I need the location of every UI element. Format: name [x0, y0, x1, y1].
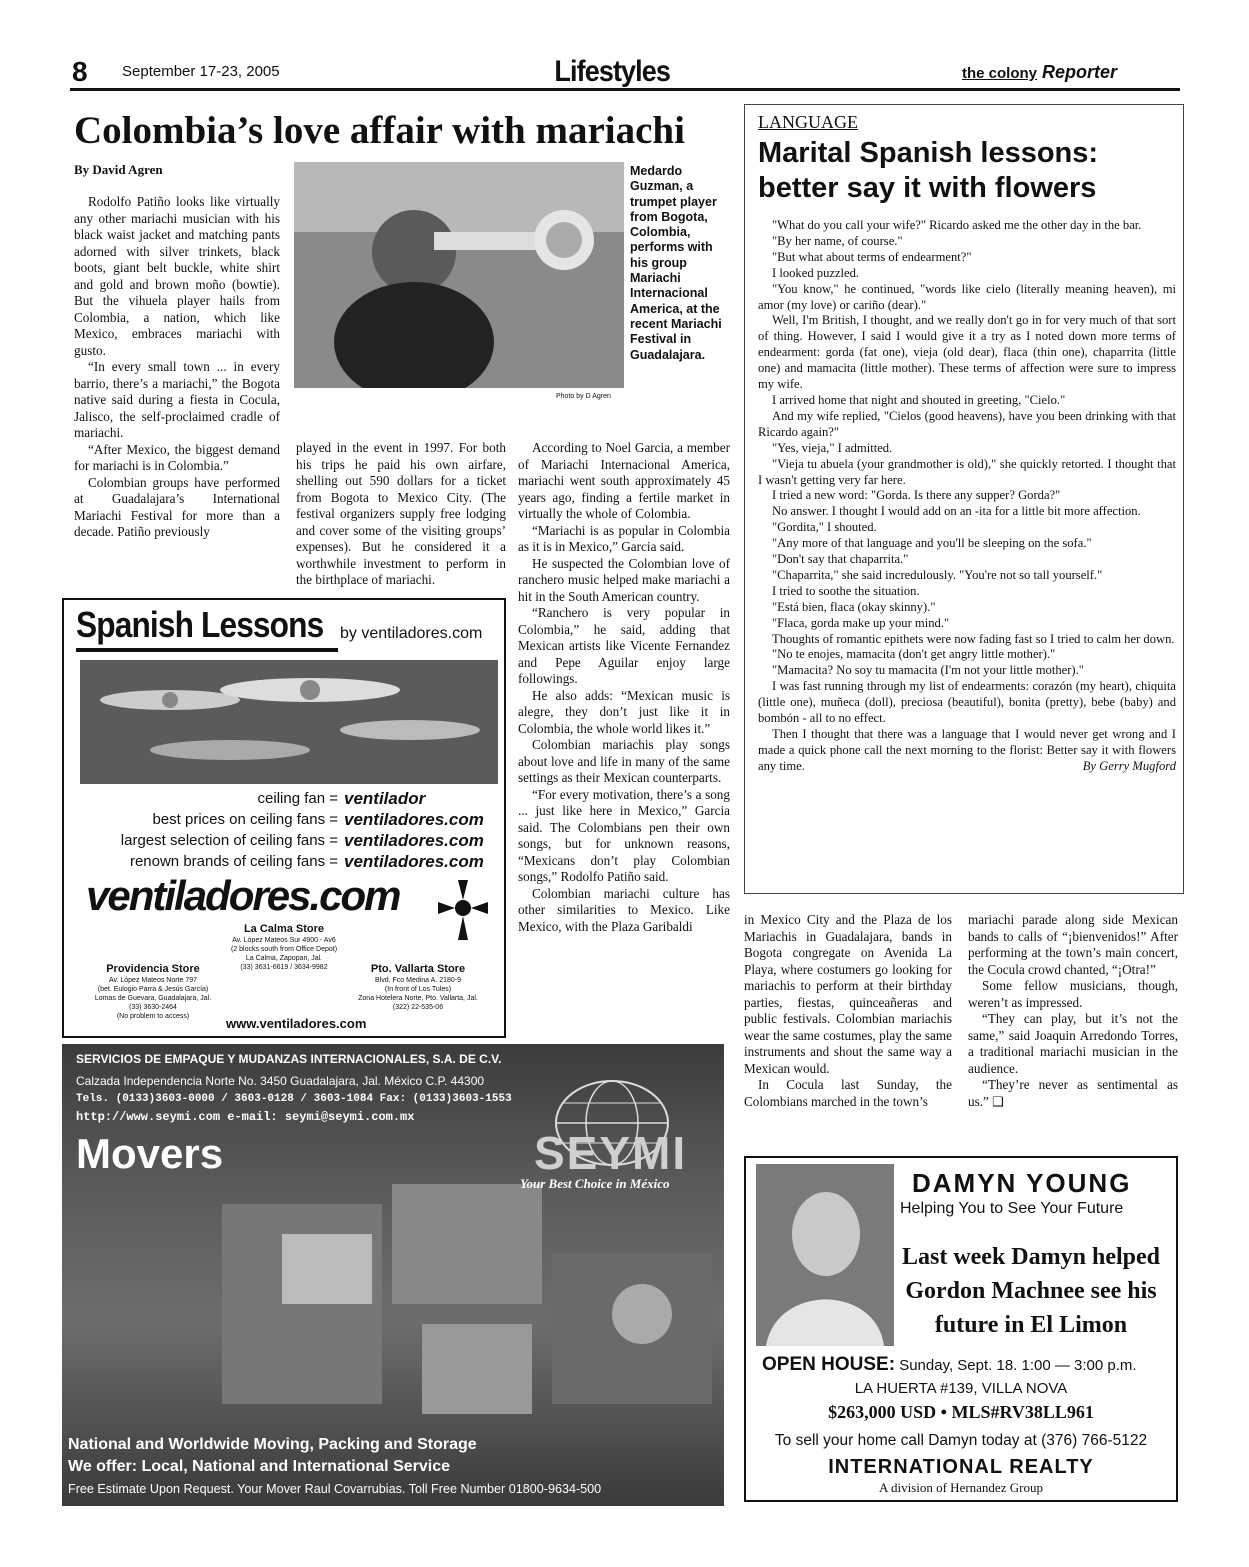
paragraph: I tried to soothe the situation. — [772, 583, 920, 598]
paragraph: “They can play, but it’s not the same,” said Joaquin Arredondo Torres, a traditional mariachi musician in the audience. — [968, 1011, 1178, 1076]
paragraph: I arrived home that night and shouted in greeting, "Cielo." — [772, 392, 1066, 407]
paragraph: "But what about terms of endearment?" — [772, 249, 972, 264]
open-house-time: Sunday, Sept. 18. 1:00 — 3:00 p.m. — [899, 1357, 1137, 1374]
movers-address: Calzada Independencia Norte No. 3450 Guadalajara, Jal. México C.P. 44300 — [76, 1074, 485, 1088]
store-title: Pto. Vallarta Store — [370, 963, 466, 975]
paragraph: According to Noel Garcia, a member of Mariachi Internacional America, mariachi went south approximately 45 years ago, finding a fertile market in virtually the whole of Colombia. — [518, 440, 730, 521]
language-title-line-2: better say it with flowers — [758, 172, 1097, 204]
article-column-4 — [744, 912, 952, 1110]
store-line: Av. López Mateos Sur 4900 - Av6 — [232, 937, 336, 944]
ceiling-fans-photo — [80, 660, 498, 784]
paragraph: I was fast running through my list of endearments: corazón (my heart), chiquita (little one), muñeca (doll), preciosa (beautiful), bonita (pretty), bebe (baby) and bombón - all to no effect. — [758, 679, 1176, 726]
realty-firm: INTERNATIONAL REALTY — [828, 1456, 1094, 1478]
movers-tels: Tels. (0133)3603-0000 / 3603-0128 / 3603-1084 Fax: (0133)3603-1553 — [76, 1093, 512, 1105]
paragraph: “They’re never as sentimental as us.” ❑ — [968, 1077, 1178, 1109]
paragraph: "Está bien, flaca (okay skinny)." — [772, 599, 936, 614]
open-house-label: OPEN HOUSE: — [762, 1354, 896, 1375]
language-title-line-1: Marital Spanish lessons: — [758, 137, 1099, 169]
property-price: $263,000 USD • MLS#RV38LL961 — [828, 1402, 1094, 1422]
paragraph: "Any more of that language and you'll be sleeping on the sofa." — [772, 536, 1092, 551]
store-line: Lomas de Guevara, Guadalajara, Jal. — [94, 995, 212, 1002]
masthead-small: the colony — [962, 65, 1038, 82]
movers-tagline: Your Best Choice in México — [520, 1176, 670, 1191]
paragraph: No answer. I thought I would add on an -ita for a little bit more affection. — [772, 504, 1141, 519]
photo-caption: Medardo Guzman, a trumpet player from Bogota, Colombia, performs with his group Mariachi Internacional America, at the recent Mariachi Festival in Guadalajara. — [630, 164, 722, 362]
article-column-3 — [518, 440, 730, 935]
movers-company: SERVICIOS DE EMPAQUE Y MUDANZAS INTERNACIONALES, S.A. DE C.V. — [76, 1052, 502, 1066]
article-column-1 — [74, 194, 280, 541]
paragraph: "Mamacita? No soy tu mamacita (I'm not your little mother)." — [772, 663, 1084, 678]
store-line: (33) 3630-2464 — [129, 1004, 177, 1011]
ad-row — [80, 788, 498, 809]
issue-date: September 17-23, 2005 — [122, 63, 280, 80]
paragraph: Then I thought that there was a language that I would never get wrong and I made a quick phone call the next morning to the florist: Better say it with flowers any time. — [758, 727, 1176, 773]
paragraph: And my wife replied, "Cielos (good heavens), have you been drinking with that Ricardo again?" — [758, 408, 1176, 439]
movers-brand: SEYMI — [534, 1127, 688, 1179]
ad-rows — [80, 788, 498, 872]
agent-slogan: Helping You to See Your Future — [900, 1200, 1124, 1217]
ad-row-right: ventilador — [344, 789, 426, 808]
property-address: LA HUERTA #139, VILLA NOVA — [854, 1380, 1068, 1397]
paragraph: Well, I'm British, I thought, and we really don't go in for very much of that sort of thing. However, I said I would give it a try as I noted down more terms of endearment: gorda (fat one), vieja (old dear), flaca (thin one), chaparrita (little one) and mamacita (little mother). These terms of affection were sure to impress my wife. — [758, 313, 1176, 392]
language-title — [758, 136, 1098, 206]
paragraph: I looked puzzled. — [772, 265, 860, 280]
agent-portrait — [756, 1164, 894, 1346]
paragraph: “After Mexico, the biggest demand for mariachi is in Colombia.” — [74, 441, 280, 473]
ad-row-right: ventiladores.com — [344, 831, 484, 850]
store-line: Av. López Mateos Norte 797 — [108, 977, 198, 984]
movers-collage — [222, 1174, 722, 1454]
open-house — [762, 1354, 1137, 1376]
ad-row-right: ventiladores.com — [344, 810, 484, 829]
header-rule — [70, 88, 1180, 91]
ventiladores-logo: ventiladores.com — [86, 872, 400, 919]
realty-division: A division of Hernandez Group — [879, 1480, 1043, 1495]
movers-ad — [62, 1044, 724, 1506]
paragraph: "By her name, of course." — [772, 233, 903, 248]
paragraph: mariachi parade along side Mexican bands to calls of “¡bienvenidos!” After performing at the town’s main concert, the Cocula crowd chanted, “¡Otra!” — [968, 912, 1178, 977]
paragraph: "Yes, vieja," I admitted. — [772, 440, 893, 455]
store-line: (In front of Los Tules) — [384, 986, 452, 993]
paragraph: played in the event in 1997. For both his trips he paid his own airfare, shelling out 590 dollars for a ticket from Bogota to Mexico City. (The festival organizers supply free lodging and cover some of the visiting groups’ expenses). But he considered it a worthwhile investment to perform in the birthplace of mariachi. — [296, 440, 506, 587]
paragraph: "Gordita," I shouted. — [772, 520, 877, 535]
fan-logo-icon — [438, 880, 488, 940]
paragraph: "Chaparrita," she said incredulously. "You're not so tall yourself." — [772, 567, 1103, 582]
store-title: La Calma Store — [243, 923, 325, 935]
store-line: Zona Hotelera Norte, Pto. Vallarta, Jal. — [358, 995, 478, 1002]
paragraph: "Don't say that chaparrita." — [772, 552, 909, 567]
paragraph: Colombian groups have performed at Guadalajara’s International Mariachi Festival for more than a decade. Patiño previously — [74, 474, 280, 539]
movers-line-1: National and Worldwide Moving, Packing and Storage — [68, 1436, 477, 1453]
article-column-5 — [968, 912, 1178, 1110]
article-column-2 — [296, 440, 506, 589]
paragraph: "Flaca, gorda make up your mind." — [772, 615, 950, 630]
paragraph: “In every small town ... in every barrio, there’s a mariachi,” the Bogota native said during a fiesta in Cocula, Jalisco, the self-proclaimed cradle of mariachi. — [74, 359, 280, 440]
realty-call: To sell your home call Damyn today at (376) 766-5122 — [774, 1432, 1148, 1449]
paragraph: "No te enojes, mamacita (don't get angry little mother)." — [772, 647, 1056, 662]
ad-byline: by ventiladores.com — [340, 625, 483, 642]
ad-row-left: best prices on ceiling fans = — [152, 811, 338, 828]
trumpet-photo — [294, 162, 624, 388]
ad-url[interactable]: www.ventiladores.com — [226, 1016, 367, 1031]
agent-name: DAMYN YOUNG — [912, 1168, 1132, 1198]
language-body — [758, 218, 1176, 775]
store-line: Blvd. Fco Medina A. 2180-9 — [375, 977, 461, 984]
byline: By David Agren — [74, 162, 163, 177]
paragraph: “Ranchero is very popular in Colombia,” he said, adding that Mexican artists like Vicente Fernandez and Pepe Aguilar enjoy large followings. — [518, 605, 730, 686]
section-title: Lifestyles — [554, 55, 670, 88]
store-line: (bet. Eulogio Parra & Jesús García) — [97, 986, 209, 993]
ad-row-left: ceiling fan = — [257, 790, 338, 807]
masthead — [962, 62, 1117, 83]
ad-row — [80, 830, 498, 851]
paragraph: “For every motivation, there’s a song ... just like here in Mexico,” Garcia said. The Colombians pen their own songs, but for unknown reasons, “Mexicans don’t play Colombian songs,” Rodolfo Patiño said. — [518, 786, 730, 884]
page-number: 8 — [72, 56, 88, 87]
paragraph: "You know," he continued, "words like cielo (literally meaning heaven), mi amor (my love) or cariño (dear)." — [758, 281, 1176, 312]
paragraph: “Mariachi is as popular in Colombia as it is in Mexico,” Garcia said. — [518, 522, 730, 554]
paragraph: Colombian mariachis play songs about love and life in many of the same settings as their Mexican counterparts. — [518, 737, 730, 785]
masthead-brand: Reporter — [1042, 62, 1118, 82]
paragraph: I tried a new word: "Gorda. Is there any supper? Gorda?" — [772, 488, 1061, 503]
ad-row — [80, 809, 498, 830]
ad-row-left: largest selection of ceiling fans = — [120, 832, 338, 849]
movers-line-2: We offer: Local, National and International Service — [68, 1458, 451, 1475]
store-right — [338, 962, 498, 1012]
realty-headline: Last week Damyn helped Gordon Machnee see his future in El Limon — [901, 1244, 1160, 1338]
ad-headline: Spanish Lessons — [76, 604, 324, 645]
movers-headline: Movers — [76, 1130, 224, 1177]
store-title: Providencia Store — [106, 963, 200, 975]
paragraph: "Vieja tu abuela (your grandmother is old)," she quickly retorted. I thought that I wasn't getting very far here. — [758, 456, 1176, 487]
paragraph: Colombian mariachi culture has other similarities to Mexico. Like Mexico, with the Plaza Garibaldi — [518, 885, 730, 934]
movers-line-3: Free Estimate Upon Request. Your Mover Raul Covarrubias. Toll Free Number 01800-9634-500 — [68, 1482, 602, 1496]
ad-row — [80, 851, 498, 872]
paragraph: Some fellow musicians, though, weren’t as impressed. — [968, 978, 1178, 1010]
paragraph: In Cocula last Sunday, the Colombians marched in the town’s — [744, 1077, 952, 1109]
paragraph: Rodolfo Patiño looks like virtually any other mariachi musician with his black waist jacket and matching pants adorned with silver trinkets, black boots, giant belt buckle, white shirt and gold and brown moño (bowtie). But the vihuela player hails from Colombia, a nation, which like Mexico, embraces mariachi with gusto. — [74, 194, 280, 358]
article-headline: Colombia’s love affair with mariachi — [74, 109, 685, 152]
store-line: (322) 22-535-06 — [392, 1004, 444, 1011]
movers-web[interactable]: http://www.seymi.com e-mail: seymi@seymi.com.mx — [76, 1110, 415, 1124]
photo-credit: Photo by D Agren — [556, 393, 611, 400]
author-signature: By Gerry Mugford — [1082, 758, 1176, 773]
store-line: La Calma, Zapopan, Jal. — [245, 955, 323, 962]
ad-headline-rule — [76, 648, 338, 652]
language-kicker: LANGUAGE — [758, 112, 858, 132]
ad-row-right: ventiladores.com — [344, 852, 484, 871]
paragraph: "What do you call your wife?" Ricardo asked me the other day in the bar. — [772, 218, 1142, 232]
paragraph: He also adds: “Mexican music is alegre, they don’t just like it in Colombia, the whole world likes it.” — [518, 687, 730, 736]
paragraph: He suspected the Colombian love of ranchero music helped make mariachi a hit in the South American country. — [518, 555, 730, 604]
paragraph: in Mexico City and the Plaza de los Mariachis in Guadalajara, bands in Bogota congregate on Avenida La Playa, where costumers go looking for mariachis to perform at their birthday parties, fiestas, quinceañeras and public festivals. Colombian mariachis wear the same costumes, play the same instruments and shout the same way a Mexican would. — [744, 912, 952, 1076]
paragraph: Thoughts of romantic epithets were now fading fast so I tried to calm her down. — [772, 631, 1175, 646]
store-left — [78, 962, 228, 1021]
store-line: (33) 3631-6619 / 3634-9982 — [240, 964, 328, 971]
store-line: (2 blocks south from Office Depot) — [230, 946, 338, 953]
ad-row-left: renown brands of ceiling fans = — [129, 853, 338, 870]
store-line: (No problem to access) — [116, 1013, 190, 1020]
